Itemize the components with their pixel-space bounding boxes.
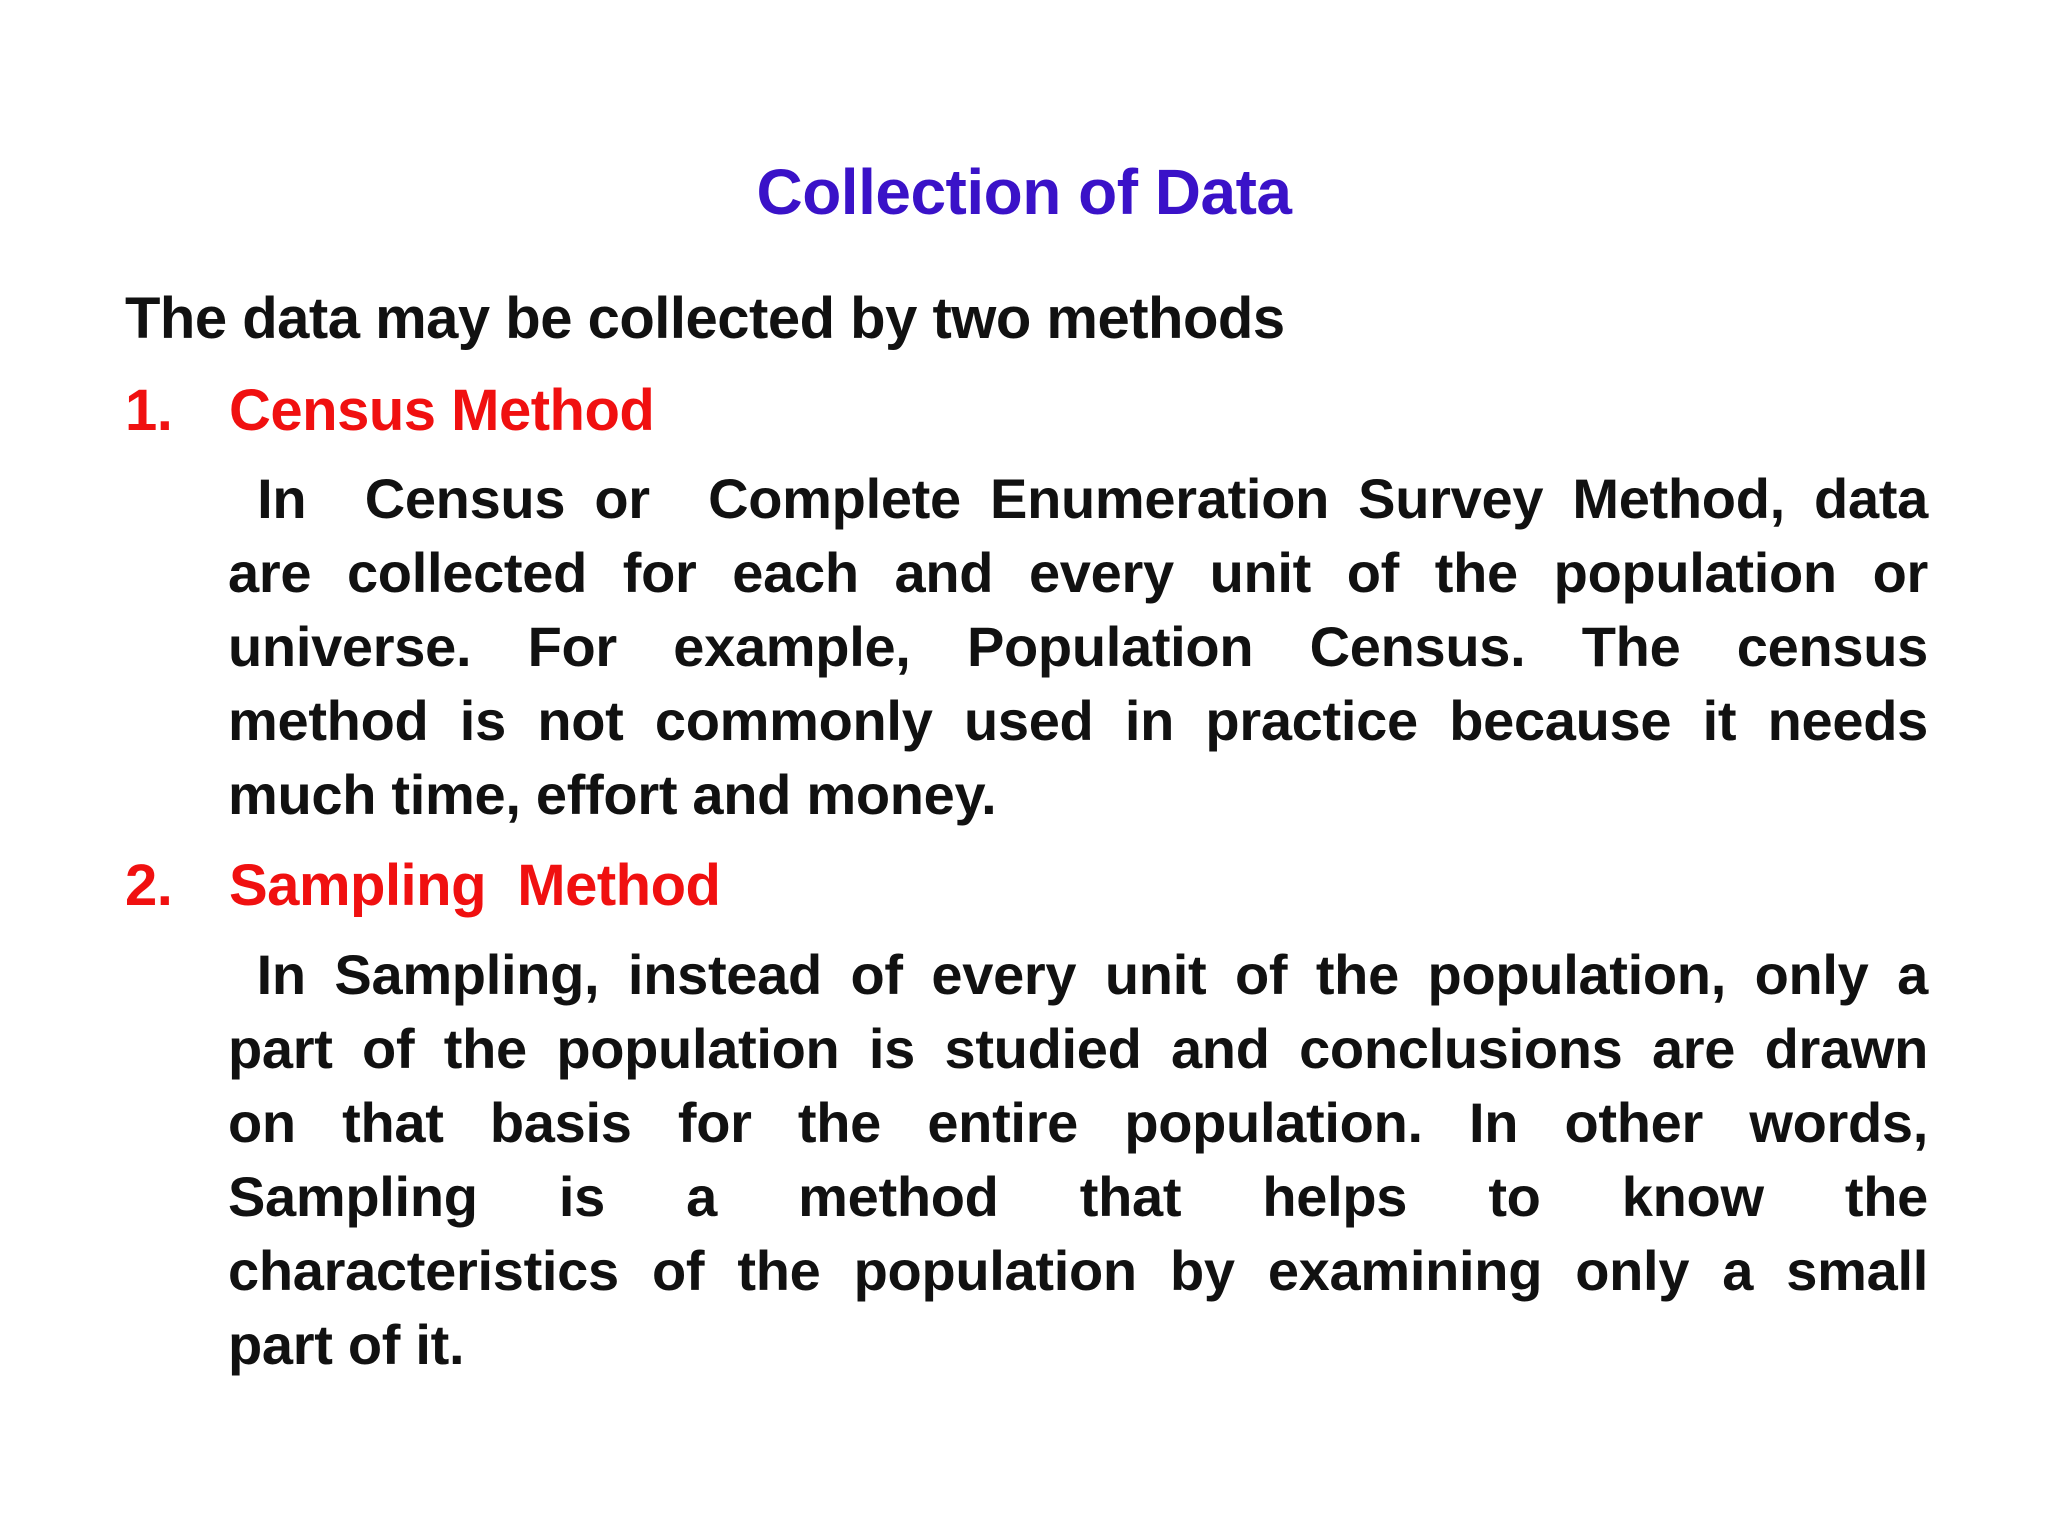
census-method-label: Census Method: [229, 378, 655, 443]
sampling-method-label: Sampling Method: [229, 853, 721, 918]
item-number-2: 2.: [125, 853, 173, 918]
census-line-3: universe. For example, Population Census. The census: [228, 615, 1928, 678]
census-method-description: [228, 462, 1928, 832]
census-line-2: are collected for each and every unit of the population or: [228, 541, 1928, 604]
census-line-5: much time, effort and money.: [228, 763, 997, 826]
sampling-line-1: In Sampling, instead of every unit of the population, only a: [228, 943, 1928, 1006]
sampling-method-heading: [125, 845, 720, 927]
sampling-method-description: [228, 938, 1928, 1382]
census-line-4: method is not commonly used in practice because it needs: [228, 689, 1928, 752]
sampling-line-4: Sampling is a method that helps to know the: [228, 1165, 1928, 1228]
sampling-line-2: part of the population is studied and conclusions are drawn: [228, 1017, 1928, 1080]
intro-text: The data may be collected by two methods: [125, 286, 1285, 351]
census-line-1: In Census or Complete Enumeration Survey Method, data: [228, 467, 1928, 530]
sampling-line-5: characteristics of the population by examining only a small: [228, 1239, 1928, 1302]
sampling-line-3: on that basis for the entire population. In other words,: [228, 1091, 1928, 1154]
item-number-1: 1.: [125, 378, 173, 443]
census-method-heading: [125, 370, 654, 452]
slide-title: Collection of Data: [756, 156, 1292, 228]
sampling-line-6: part of it.: [228, 1313, 465, 1376]
